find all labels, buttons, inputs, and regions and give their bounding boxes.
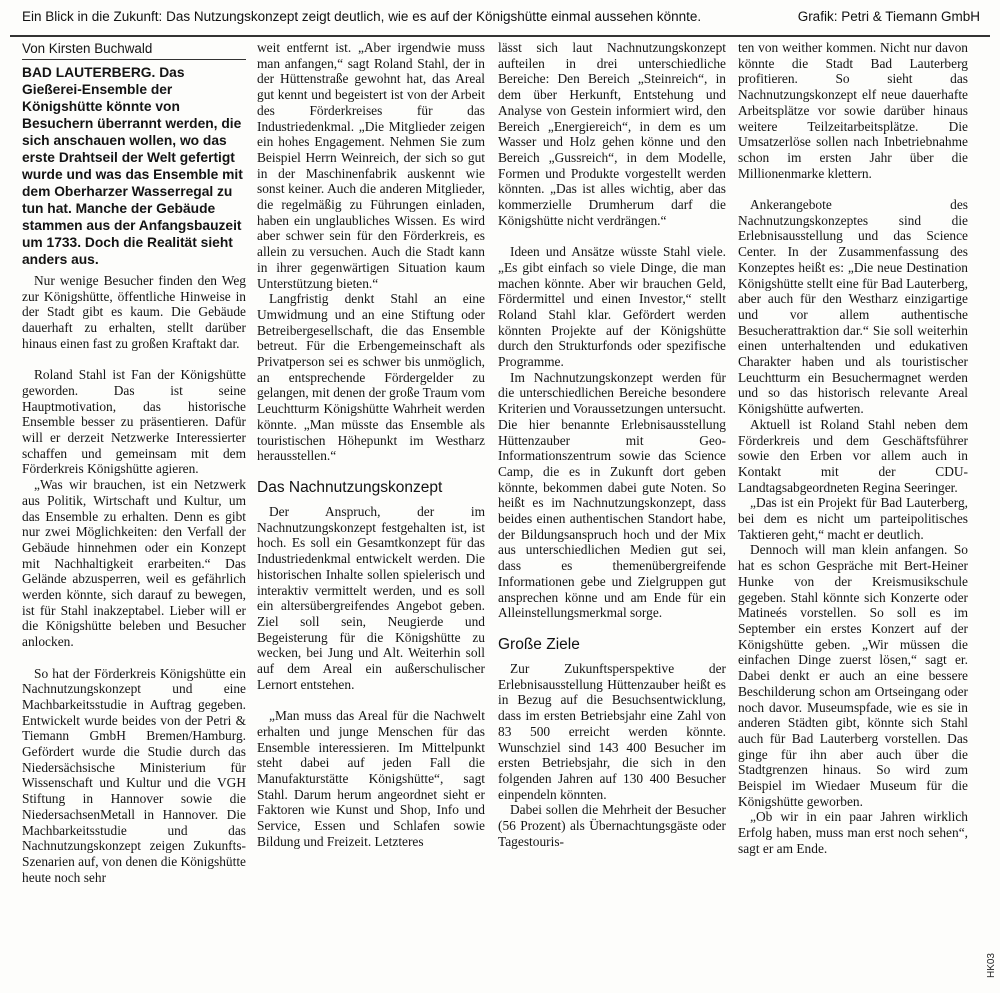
subheading-grosse-ziele: Große Ziele: [498, 636, 580, 653]
paragraph: Dabei sollen die Mehrheit der Besucher (56 Prozent) als Übernachtungsgäste oder Tagestouris-: [498, 802, 726, 849]
image-caption: Ein Blick in die Zukunft: Das Nutzungskonzept zeigt deutlich, wie es auf der Königshütte einmal aussehen könnte.: [22, 9, 702, 24]
paragraph: Der Anspruch, der im Nachnutzungskonzept festgehalten ist, ist hoch. Es soll ein Gesamtkonzept für das Industriedenkmal entwickelt werden. Die historischen Inhalte sollen spielerisch und interaktiv vermittelt werden, und es soll ein altersübergreifendes Angebot geben. Ziel soll sein, Neugierde und Begeisterung für die Königshütte zu wecken, bei Jung und Alt. Weiterhin soll auf dem Areal ein außerschulischer Lernort entstehen.: [257, 503, 485, 692]
article-column-4: [738, 40, 968, 857]
paragraph: „Was wir brauchen, ist ein Netzwerk aus Politik, Wirtschaft und Kultur, um das Ensemble zu erhalten. Denn es gibt nur zwei Möglichkeiten: den Verfall der Gebäude hinnehmen oder ein Konzept mit Nachhaltigkeit erarbeiten.“ Das Gelände abzusperren, weil es gefährlich werden könnte, sich darauf zu bewegen, ist für Stahl inakzeptabel. Lieber will er die Königshütte beleben und Besucher anlocken.: [22, 477, 246, 650]
article-column-3: [498, 40, 726, 849]
byline: Von Kirsten Buchwald: [22, 40, 246, 60]
paragraph: „Das ist ein Projekt für Bad Lauterberg, bei dem es nicht um parteipolitisches Taktieren geht,“ macht er deutlich.: [738, 495, 968, 542]
image-caption-row: [22, 4, 980, 30]
article-column-2: [257, 40, 485, 849]
paragraph: ten von weither kommen. Nicht nur davon könnte die Stadt Bad Lauterberg profitieren. So sieht das Nachnutzungskonzept elf neue dauerhafte Arbeitsplätze vor sowie darüber hinaus weitere Teilzeitarbeitsplätze. Die Umsatzerlöse sollen nach Inbetriebnahme schon im ersten Jahr über die Millionenmarke klettern.: [738, 40, 968, 181]
subheading-nachnutzungskonzept: Das Nachnutzungskonzept: [257, 478, 443, 496]
paragraph: „Ob wir in ein paar Jahren wirklich Erfolg haben, muss man erst noch sehen“, sagt er am Ende.: [738, 809, 968, 856]
paragraph: So hat der Förderkreis Königshütte ein Nachnutzungskonzept und eine Machbarkeitsstudie in Auftrag gegeben. Entwickelt wurde beides von der Petri & Tiemann GmbH Bremen/Hamburg. Gefördert wurde die Studie durch das Niedersächsische Ministerium für Wissenschaft und Kultur und die VGH Stiftung in Hannover sowie die NiedersachsenMetall in Hannover. Die Machbarkeitsstudie und das Nachnutzungskonzept zeigen Zukunfts-Szenarien auf, von denen die Königshütte heute noch sehr: [22, 665, 246, 885]
article-lead: BAD LAUTERBERG. Das Gießerei-Ensemble der Königshütte könnte von Besuchern überrannt werden, die sich anschauen wollen, wo das erste Drahtseil der Welt gefertigt wurde und was das Ensemble mit dem Oberharzer Wasserregal zu tun hat. Manche der Gebäude stammen aus der Anfangsbauzeit um 1733. Doch die Realität sieht anders aus.: [22, 65, 243, 267]
graphic-credit: Grafik: Petri & Tiemann GmbH: [797, 9, 980, 24]
paragraph: Im Nachnutzungskonzept werden für die unterschiedlichen Bereiche besondere Kriterien und Voraussetzungen untersucht. Die hier benannte Erlebnisausstellung Hüttenzauber mit Geo-Informationszentrum sowie das Science Camp, die es in Zukunft dort geben könnte, bekommen dabei gute Noten. So heißt es im Nachnutzungskonzept, dass beides einen authentischen Standort habe, der Bildungsanspruch hoch und der Mix aus unterschiedlichen Medien gut sei, dass es themenübergreifende Informationen gebe und Zielgruppen gut ansprechen könne und am Ende für ein Alleinstellungsmerkmal sorge.: [498, 369, 726, 621]
paragraph: Nur wenige Besucher finden den Weg zur Königshütte, öffentliche Hinweise in der Stadt gibt es kaum. Die Gebäude dauerhaft zu erhalten, stellt darüber hinaus einen fast zu großen Kraftakt dar.: [22, 273, 246, 351]
paragraph: Langfristig denkt Stahl an eine Umwidmung und an eine Stiftung oder Betreibergesellschaft, die das Ensemble betreut. Für die Erbengemeinschaft als Privatperson sei es schwer bis unmöglich, an entsprechende Fördergelder zu gelangen, mit denen der große Traum vom Leuchtturm Königshütte Wahrheit werden könnte. „Man müsste das Ensemble als touristischen Höhepunkt im Westharz herausstellen.“: [257, 291, 485, 464]
caption-divider: [10, 35, 990, 37]
paragraph: Ideen und Ansätze wüsste Stahl viele. „Es gibt einfach so viele Dinge, die man machen könnte. Aber wir brauchen Geld, Fördermittel und einen Investor,“ stellt Roland Stahl klar. Gefördert werden könnten Projekte auf der Königshütte durch den Strukturfonds oder spezifische Programme.: [498, 244, 726, 370]
paragraph: Zur Zukunftsperspektive der Erlebnisausstellung Hüttenzauber heißt es in Bezug auf die Besuchsentwicklung, dass im ersten Betriebsjahr eine Zahl von 83 500 erreicht werden könnte. Wunschziel sind 143 400 Besucher im ersten Betriebsjahr, die sich in den folgenden Jahren auf 130 400 Besucher einpendeln könnten.: [498, 661, 726, 802]
page-side-tag: HK03: [986, 953, 997, 979]
paragraph: Dennoch will man klein anfangen. So hat es schon Gespräche mit Bert-Heiner Hunke von der Kreismusikschule gegeben. Stahl könnte sich Konzerte oder Matineés vorstellen. So soll es im September ein erstes Konzert auf der Königshütte geben. „Wir müssen die einfachen Dinge zuerst lösen,“ sagt er. Dabei denkt er auch an eine bessere Beschilderung schon am Ortseingang oder noch davor. Museumspfade, wie es sie in anderen Städten gibt, könnte sich Stahl auch für Bad Lauterberg vorstellen. Das ginge für ihn aber auch über die Stadtgrenzen hinaus. So wird zum Beispiel im Wiedaer Museum für die Königshütte geworben.: [738, 542, 968, 809]
paragraph: Aktuell ist Roland Stahl neben dem Förderkreis und dem Geschäftsführer sowie den Erben vor allem auch in Kontakt mit der CDU-Landtagsabgeordneten Regina Seeringer.: [738, 416, 968, 495]
paragraph: „Man muss das Areal für die Nachwelt erhalten und junge Menschen für das Ensemble interessieren. Im Mittelpunkt steht dabei auf jeden Fall die Manufakturstätte Königshütte“, sagt Stahl. Darum herum angeordnet sieht er Faktoren wie Kunst und Shop, Info und Service, Essen und Schlafen sowie Bildung und Freizeit. Letzteres: [257, 708, 485, 849]
article-column-1: [22, 40, 246, 885]
paragraph: Roland Stahl ist Fan der Königshütte geworden. Das ist seine Hauptmotivation, das historische Ensemble besser zu präsentieren. Dafür will er derzeit Netzwerke Interessierter schaffen und gemeinsam mit dem Förderkreis Königshütte agieren.: [22, 367, 246, 477]
paragraph: Ankerangebote des Nachnutzungskonzeptes sind die Erlebnisausstellung und das Science Center. In der Zusammenfassung des Konzeptes heißt es: „Die neue Destination Königshütte stellt eine für Bad Lauterberg, aber auch für den Westharz einzigartige und vor allem authentische Besucherattraktion dar.“ Sie soll weiterhin einen unterhaltenden und edukativen Charakter haben und als touristischer Leuchtturm ein Besuchermagnet werden und so das historisch relevante Areal Königshütte aufwerten.: [738, 197, 968, 417]
paragraph: lässt sich laut Nachnutzungskonzept aufteilen in drei unterschiedliche Bereiche: Den Bereich „Steinreich“, in dem über Herkunft, Entstehung und Analyse von Gestein informiert wird, den Bereich „Energiereich“, in dem es um Wasser und Holz gehen könne und den Bereich „Gussreich“, in dem Modelle, Formen und Produkte vorgestellt werden könnten. „Das ist alles wichtig, aber das kommerzielle Drumherum darf die Königshütte nicht verdrängen.“: [498, 40, 726, 228]
paragraph: weit entfernt ist. „Aber irgendwie muss man anfangen,“ sagt Roland Stahl, der in der Hüttenstraße gewohnt hat, das Areal gut kennt und begeistert ist von der Arbeit des Förderkreises für das Industriedenkmal. „Die Mitglieder zeigen ein hohes Engagement. Nehmen Sie zum Beispiel Herrn Weinreich, der sich so gut in der Maschinenfabrik auskennt wie sonst keiner. Auch die anderen Mitglieder, die regelmäßig zu Führungen einladen, haben ein unglaubliches Wissen. Es wird aber schwer sein für den Förderkreis, es allein zu versuchen. Auch die Stadt kann in ihrer gegenwärtigen Situation kaum Unterstützung bieten.“: [257, 40, 485, 291]
